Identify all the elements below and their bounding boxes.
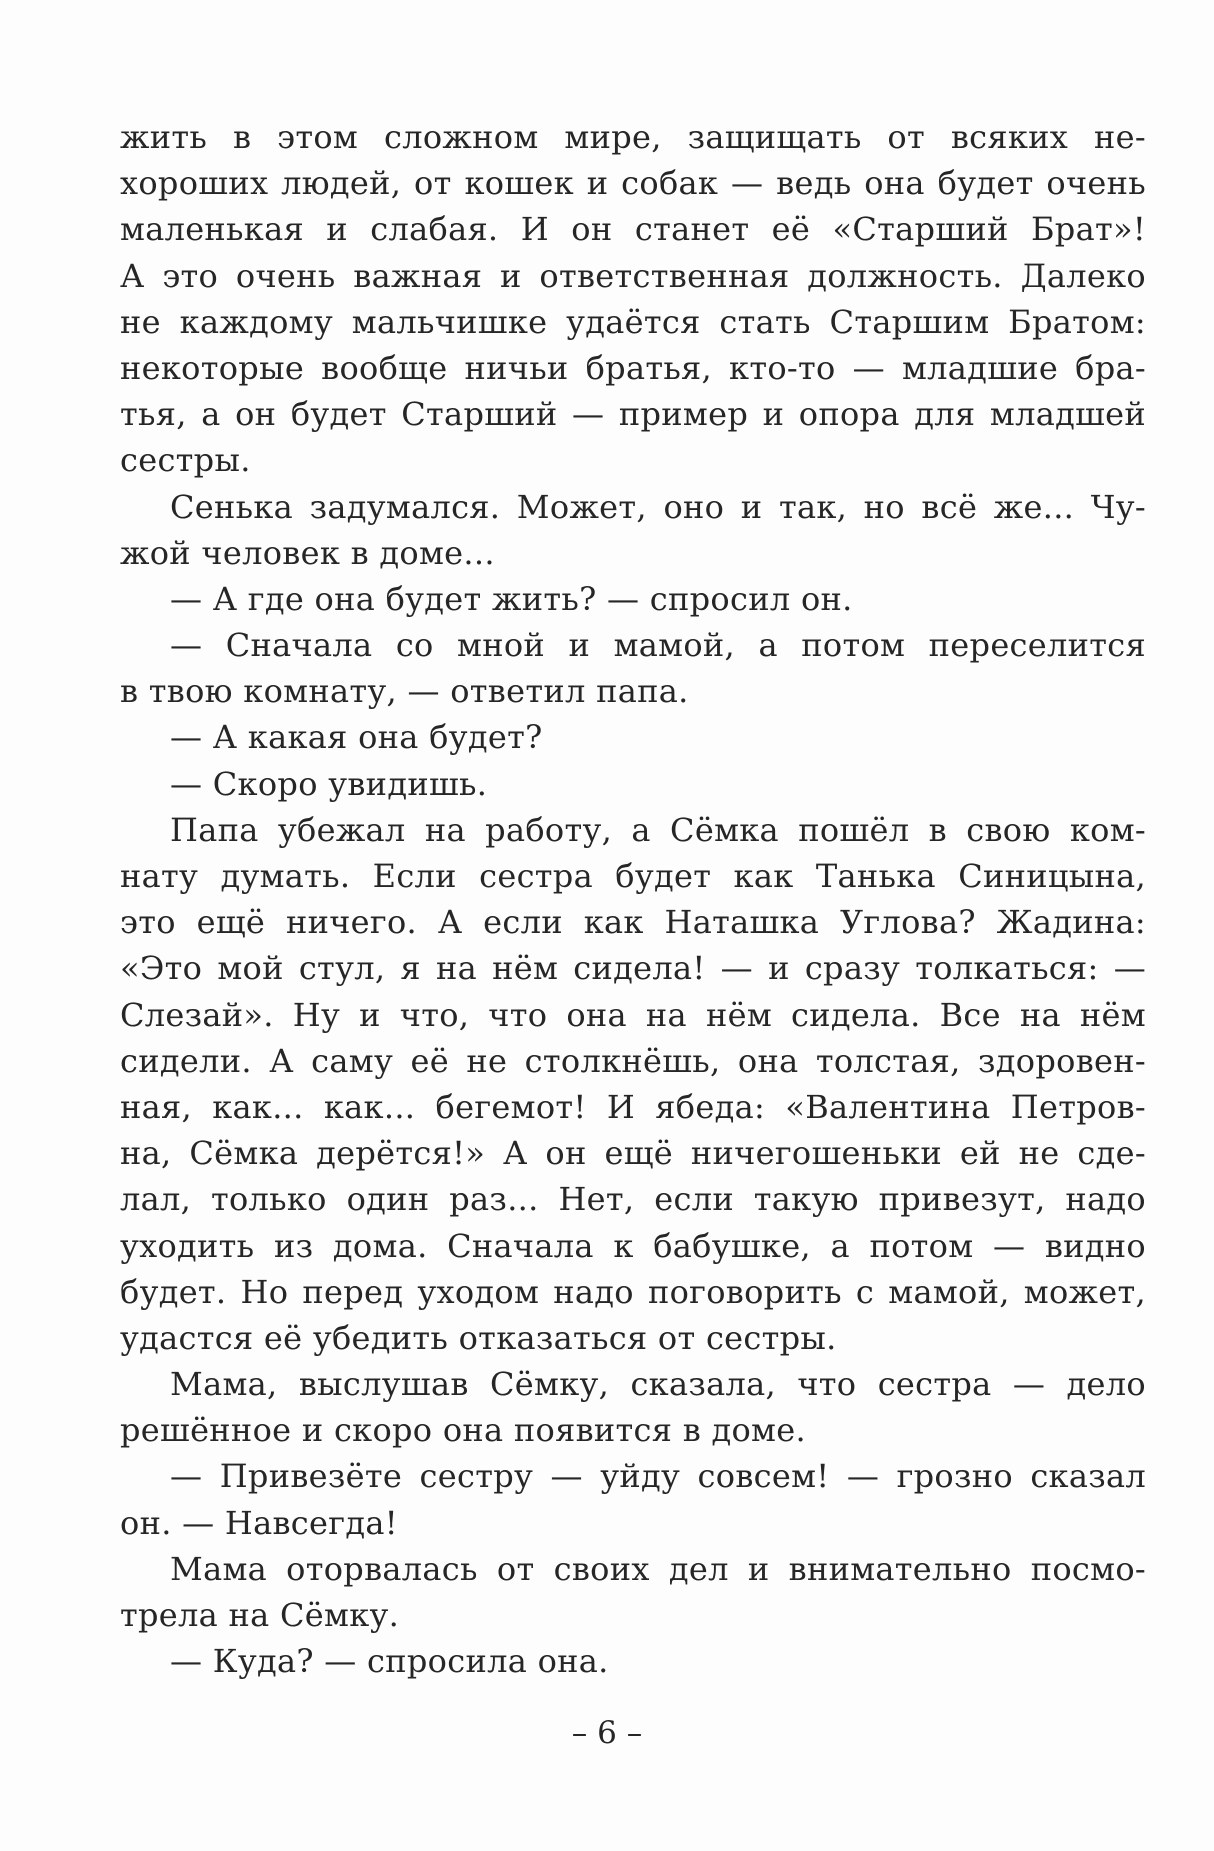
text-line: сидели. А саму её не столкнёшь, она толстая, здоровен-: [120, 1041, 1146, 1080]
text-line: жой человек в доме...: [120, 533, 495, 572]
text-line: «Это мой стул, я на нём сидела! — и сразу толкаться: —: [120, 949, 1146, 988]
text-line: — Скоро увидишь.: [170, 764, 488, 803]
text-line: — А где она будет жить? — спросил он.: [170, 579, 853, 618]
text-line: Папа убежал на работу, а Сёмка пошёл в свою ком-: [170, 810, 1146, 849]
text-line: нату думать. Если сестра будет как Танька Синицына,: [120, 857, 1146, 895]
text-line: удастся её убедить отказаться от сестры.: [120, 1318, 837, 1357]
text-line: не каждому мальчишке удаётся стать Старшим Братом:: [120, 302, 1146, 341]
text-line: Мама, выслушав Сёмку, сказала, что сестра — дело: [170, 1365, 1146, 1404]
text-line: жить в этом сложном мире, защищать от всяких не-: [120, 118, 1146, 156]
page-number: – 6 –: [571, 1715, 643, 1751]
text-line: ная, как... как... бегемот! И ябеда: «Валентина Петров-: [120, 1087, 1146, 1126]
text-line: — Куда? — спросила она.: [170, 1642, 609, 1681]
text-line: — А какая она будет?: [170, 718, 543, 757]
text-line: — Сначала со мной и мамой, а потом переселится: [170, 626, 1146, 665]
text-line: Сенька задумался. Может, оно и так, но всё же... Чу-: [170, 487, 1146, 526]
page-text: [120, 114, 1146, 1684]
text-line: он. — Навсегда!: [120, 1503, 398, 1542]
text-line: на, Сёмка дерётся!» А он ещё ничегошеньки ей не сде-: [120, 1134, 1146, 1173]
text-line: решённое и скоро она появится в доме.: [120, 1411, 806, 1450]
text-line: Слезай». Ну и что, что она на нём сидела. Все на нём: [120, 995, 1146, 1034]
text-line: в твою комнату, — ответил папа.: [120, 672, 689, 711]
text-line: трела на Сёмку.: [120, 1596, 400, 1634]
text-line: уходить из дома. Сначала к бабушке, а потом — видно: [120, 1226, 1146, 1265]
text-line: это ещё ничего. А если как Наташка Углова? Жадина:: [120, 903, 1146, 942]
text-line: сестры.: [120, 441, 251, 480]
text-line: Мама оторвалась от своих дел и внимательно посмо-: [170, 1549, 1146, 1588]
text-line: будет. Но перед уходом надо поговорить с мамой, может,: [120, 1272, 1146, 1311]
text-line: — Привезёте сестру — уйду совсем! — грозно сказал: [170, 1457, 1146, 1496]
text-line: некоторые вообще ничьи братья, кто-то — младшие бра-: [120, 348, 1146, 387]
text-line: тья, а он будет Старший — пример и опора для младшей: [120, 395, 1146, 434]
text-line: хороших людей, от кошек и собак — ведь она будет очень: [120, 164, 1146, 203]
text-line: лал, только один раз... Нет, если такую привезут, надо: [120, 1180, 1146, 1219]
text-line: маленькая и слабая. И он станет её «Старший Брат»!: [120, 210, 1146, 249]
text-line: А это очень важная и ответственная должность. Далеко: [120, 256, 1146, 295]
